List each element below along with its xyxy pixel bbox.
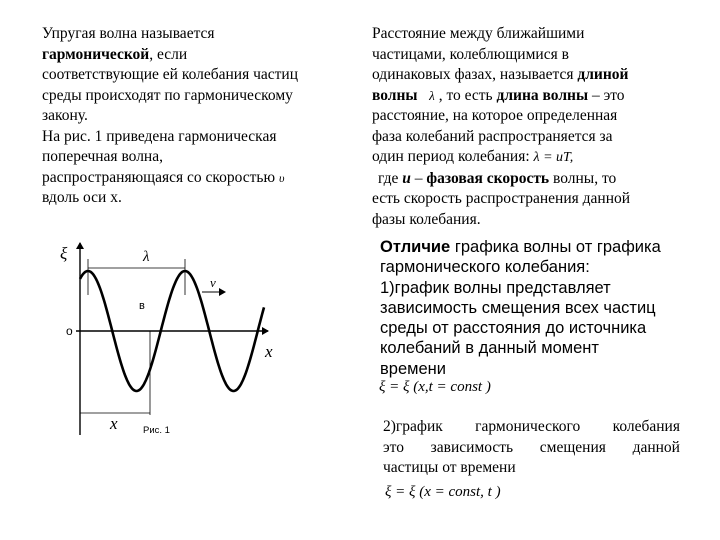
text-line: есть скорость распространения данной [372, 190, 631, 207]
text-line: волны λ , то есть длина волны – это [372, 86, 625, 104]
velocity-symbol: υ [278, 170, 285, 185]
text-line: вдоль оси x. [42, 189, 122, 206]
bold-term: длиной [577, 66, 629, 83]
text-line: один период колебания: λ = uT, [372, 148, 574, 165]
text-line: расстояние, на которое определенная [372, 107, 618, 124]
x-axis-label: x [265, 342, 273, 361]
figure-caption: Рис. 1 [143, 425, 170, 436]
text-line: На рис. 1 приведена гармоническая [42, 127, 277, 145]
text-line: Расстояние между ближайшими [372, 25, 585, 42]
text-line: одинаковых фазах, называется длиной [372, 66, 629, 83]
bold-term: длина волны [496, 86, 589, 104]
text-line: это зависимость смещения данной [383, 438, 680, 456]
text-line: среды от расстояния до источника [380, 319, 647, 338]
text-line: частицы от времени [383, 459, 516, 476]
text-line: Отличие графика волны от графика [380, 238, 661, 256]
origin-label: o [66, 324, 73, 338]
text-line: 2)график гармонического колебания [383, 418, 680, 435]
wave-figure [40, 235, 340, 440]
left-paragraph [42, 24, 298, 209]
point-label: в [139, 300, 145, 312]
text-line: среды происходят по гармоническому [42, 86, 293, 104]
lambda-symbol: λ [429, 87, 435, 103]
text-line: гармонической, если [42, 45, 188, 63]
difference-paragraph [380, 237, 661, 379]
text-line: колебаний в данный момент [380, 339, 599, 358]
text-line: закону. [42, 107, 88, 124]
bold-term: волны [372, 86, 418, 104]
wave-graph-formula: ξ = ξ (x,t = const ) [379, 379, 491, 395]
text-line: фаза колебаний распространяется за [372, 127, 613, 145]
text-line: Упругая волна называется [42, 25, 215, 42]
y-axis-label: ξ [60, 244, 68, 263]
text-line: распространяющаяся со скоростью υ [42, 168, 285, 186]
lambda-label: λ [143, 249, 150, 265]
wavelength-formula: λ = uT, [533, 150, 574, 165]
right-paragraph [372, 24, 630, 230]
distance-label: x [110, 414, 118, 433]
phase-velocity-symbol: u [402, 169, 411, 187]
text-line: поперечная волна, [42, 148, 163, 165]
text-line: частицами, колеблющимися в [372, 45, 569, 63]
text-line: зависимость смещения всех частиц [380, 298, 656, 317]
text-line: соответствующие ей колебания частиц [42, 66, 299, 83]
text-line: где u – фазовая скорость волны, то [378, 169, 617, 187]
oscillation-graph-formula: ξ = ξ (x = const, t ) [385, 484, 501, 500]
bold-term: фазовая скорость [426, 169, 550, 187]
bold-term: Отличие [380, 238, 451, 256]
text-line: гармонического колебания: [380, 258, 590, 277]
harmonic-paragraph [383, 417, 680, 479]
velocity-label: v [210, 275, 216, 290]
bold-term: гармонической [42, 45, 150, 63]
text-line: 1)график волны представляет [380, 278, 611, 297]
text-line: фазы колебания. [372, 210, 481, 228]
text-line: времени [380, 359, 446, 378]
